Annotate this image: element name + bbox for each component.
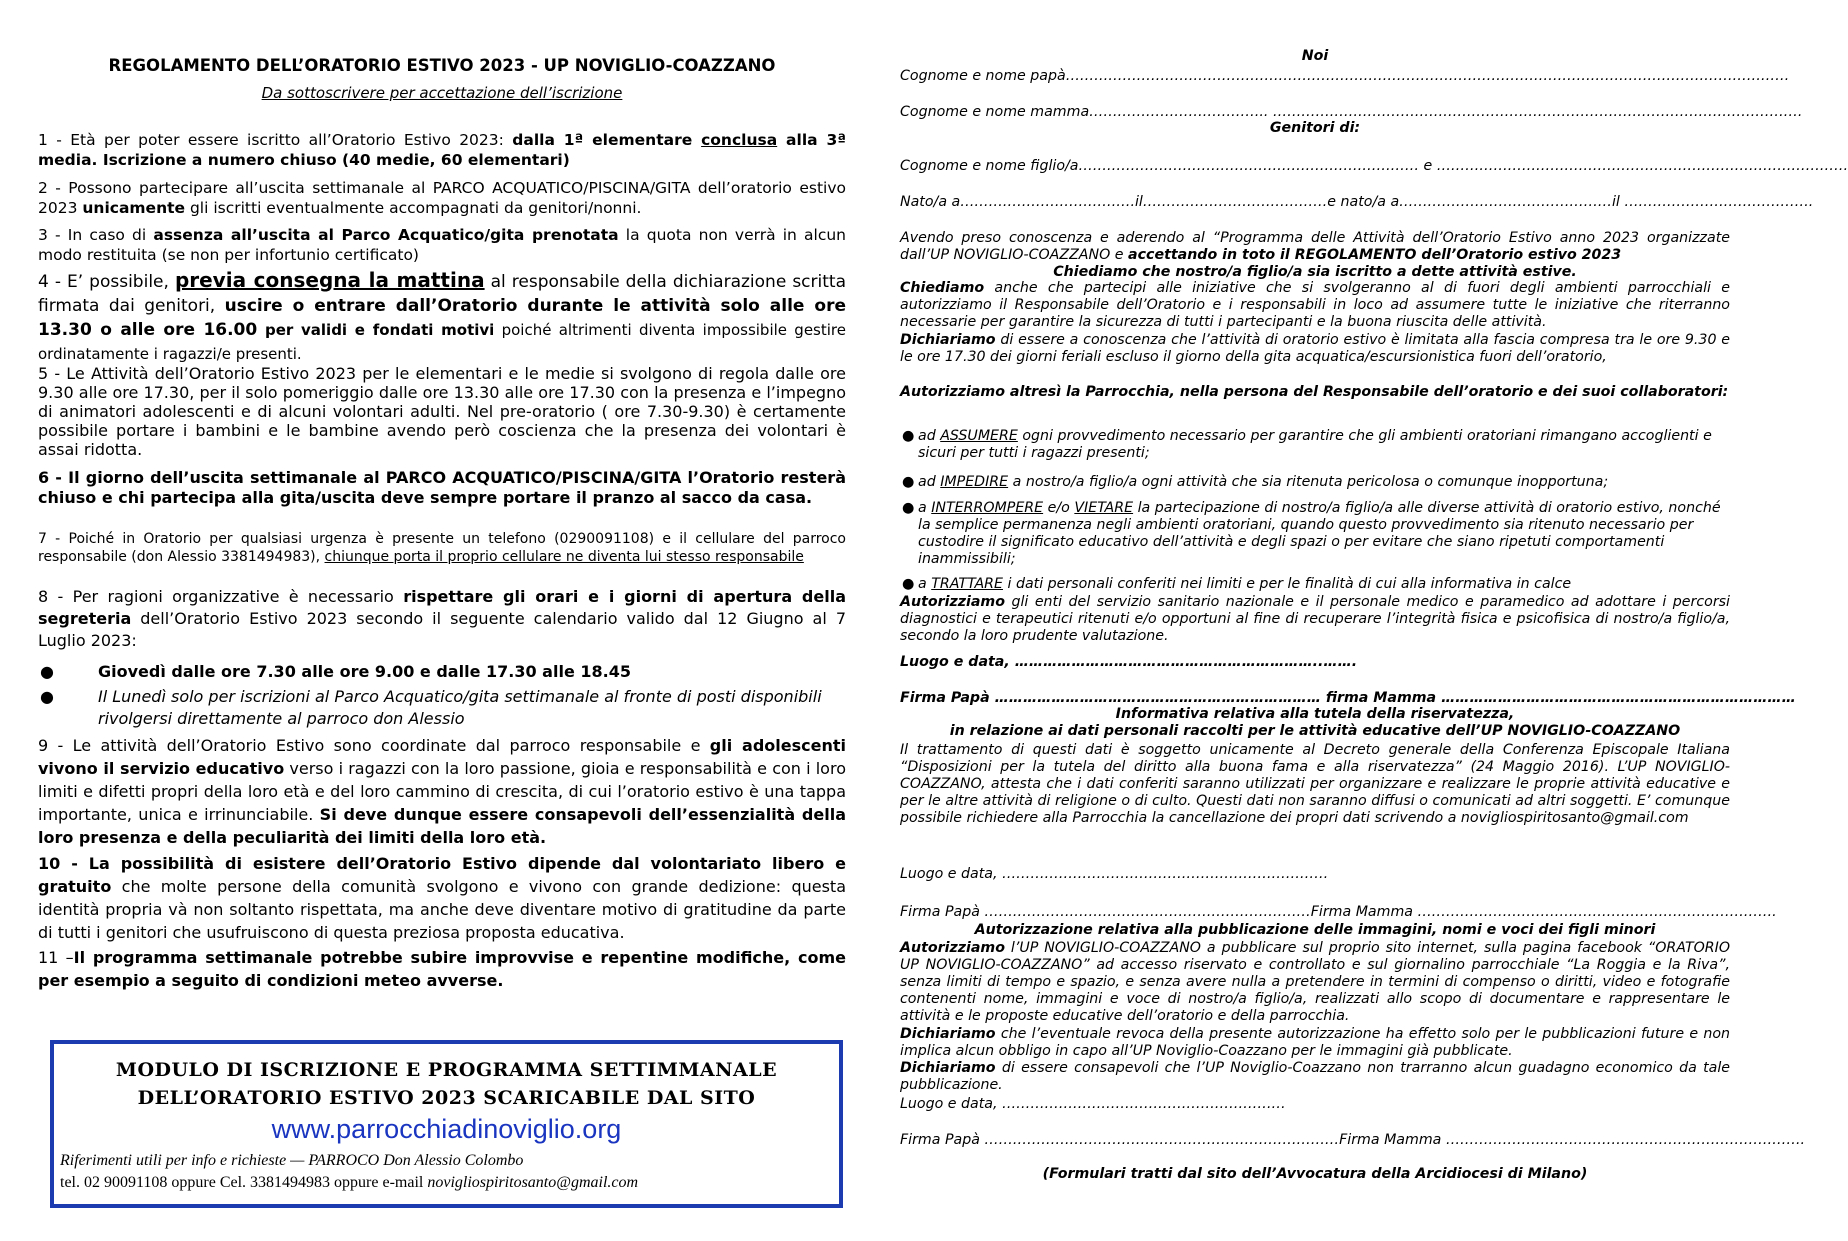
rule-6: 6 - Il giorno dell’uscita settimanale al PARCO ACQUATICO/PISCINA/GITA l’Oratorio resterà chiuso e chi partecipa alla gita/uscita deve sempre portare il pranzo al sacco da casa. [38,468,846,507]
box-heading: MODULO DI ISCRIZIONE E PROGRAMMA SETTIMMANALE DELL’ORATORIO ESTIVO 2023 SCARICABILE DAL SITO [115,1059,778,1109]
chiediamo-paragraph: Chiediamo anche che partecipi alle iniziative che si svolgeranno al di fuori degli ambienti parrocchiali e autorizziamo il Responsabile dell’Oratorio e i responsabili in loco ad assumere tutte le iniziative che riterranno necessarie per garantire la sicurezza di tutti i partecipanti e la buona riuscita delle attività. [900,280,1730,330]
autorizzazione-title: Autorizzazione relativa alla pubblicazione delle immagini, nomi e voci dei figli minori [974,922,1656,938]
luogo-data-field-1[interactable]: Luogo e data, ………………………………………………………..……. [900,654,1358,670]
rule-8: 8 - Per ragioni organizzative è necessario rispettare gli orari e i giorni di apertura della segreteria dell’Oratorio Estivo 2023 secondo il seguente calendario valido dal 12 Giugno al 7 Luglio 2023: [38,587,847,650]
guadagno-paragraph: Dichiariamo di essere consapevoli che l’UP Noviglio-Coazzano non trarranno alcun guadagno economico da tale pubblicazione. [900,1060,1730,1093]
luogo-data-field-2[interactable]: Luogo e data, …………………………………………………………… [900,866,1329,882]
page-title: REGOLAMENTO DELL’ORATORIO ESTIVO 2023 - UP NOVIGLIO-COAZZANO [108,56,776,75]
informativa-title-1: Informativa relativa alla tutela della riservatezza, [1115,706,1515,722]
bullet-icon: ● [902,500,915,516]
noi-heading: Noi [1301,48,1329,64]
page-subtitle: Da sottoscrivere per accettazione dell’iscrizione [261,84,623,102]
avendo-paragraph: Avendo preso conoscenza e aderendo al “Programma delle Attività dell’Oratorio Estivo anno 2023 organizzate dall’UP NOVIGLIO-COAZZANO e accettando in toto il REGOLAMENTO dell’Oratorio estivo 2023 [900,230,1730,263]
bullet-icon: ● [40,687,54,706]
child-name-field[interactable]: Cognome e nome figlio/a……………………………………………………………… e …………………………………………………………………………… [900,158,1848,174]
rule-9: 9 - Le attività dell’Oratorio Estivo sono coordinate dal parroco responsabile e gli adolescenti vivono il servizio educativo verso i ragazzi con la loro passione, gioia e responsabilità e con i loro limiti e difetti propri della loro età e del loro cammino di crescita, di cui l’oratorio estivo è una tappa importante, unica e irrinunciabile. Si deve dunque essere consapevoli dell’essenzialità della loro presenza e della peculiarità dei limiti della loro età. [38,736,847,847]
luogo-data-field-3[interactable]: Luogo e data, …………………………………………………… [900,1096,1286,1112]
autorizziamo-parrocchia: Autorizziamo altresì la Parrocchia, nella persona del Responsabile dell’oratorio e dei suoi collaboratori: [900,384,1729,400]
genitori-heading: Genitori di: [1269,120,1361,136]
dichiariamo-paragraph: Dichiariamo di essere a conoscenza che l’attività di oratorio estivo è limitata alla fascia compresa tra le ore 9.30 e le ore 17.30 dei giorni feriali escluso il giorno della gita acquatica/escursionistica fuori dell’oratorio, [900,332,1730,365]
revoca-paragraph: Dichiariamo che l’eventuale revoca della presente autorizzazione ha effetto solo per le pubblicazioni future e non implica alcun obbligo in capo all’UP Noviglio-Coazzano per le immagini già pubblicate. [900,1026,1730,1059]
rule-7: 7 - Poiché in Oratorio per qualsiasi urgenza è presente un telefono (0290091108) e il cellulare del parroco responsabile (don Alessio 3381494983), chiunque porta il proprio cellulare ne diventa lui stesso responsabile [38,531,846,565]
rule-5: 5 - Le Attività dell’Oratorio Estivo 2023 per le elementari e le medie si svolgono di regola dalle ore 9.30 alle ore 17.30, per il solo pomeriggio dalle ore 13.30 alle ore 17.30 con la presenza e l’impegno di animatori adolescenti e di alcuni volontari adulti. Nel pre-oratorio ( ore 7.30-9.30) è certamente possibile portare i bambini e le bambine avendo però coscienza che la presenza dei volontari è assai ridotta. [38,364,846,459]
rule-4: 4 - E’ possibile, previa consegna la mattina al responsabile della dichiarazione scritta firmata dai genitori, uscire o entrare dall’Oratorio durante le attività solo alle ore 13.30 o alle ore 16.00 per validi e fondati motivi poiché altrimenti diventa impossibile gestire ordinatamente i ragazzi/e presenti. [38,268,846,363]
contact-reference: Riferimenti utili per info e richieste — PARROCO Don Alessio Colombo [60,1152,524,1169]
bullet-icon: ● [40,662,54,681]
birth-field[interactable]: Nato/a a……………………………….il…………………………………e nato/a a………………………………………il …………………………………. [900,194,1814,210]
rule-1: 1 - Età per poter essere iscritto all’Oratorio Estivo 2023: dalla 1ª elementare conclusa alla 3ª media. Iscrizione a numero chiuso (40 medie, 60 elementari) [38,131,846,169]
signature-field-1[interactable]: Firma Papà …………………………………………………………… firma Mamma ………………………………………………………………… [900,690,1796,706]
chiediamo-title: Chiediamo che nostro/a figlio/a sia iscritto a dette attività estive. [1053,264,1577,280]
signature-field-2[interactable]: Firma Papà ……………………………………………………………Firma Mamma …………………………………………………………………. [900,904,1777,920]
email-link[interactable]: novigliospiritosanto@gmail.com [427,1174,639,1191]
mamma-name-field[interactable]: Cognome e nome mamma……………………………….. …………………………………………………………………………………………………. [900,104,1803,120]
autorizzazione-paragraph: Autorizziamo l’UP NOVIGLIO-COAZZANO a pubblicare sul proprio sito internet, sulla pagina facebook “ORATORIO UP NOVIGLIO-COAZZANO” ad accesso riservato e controllato e sul giornalino parrocchiale “La Roggia e la Riva”, senza limiti di tempo e spazio, e senza avere nulla a pretendere in termini di compenso o diritti, video e fotografie contenenti nome, immagini e voce di nostro/a figlio/a, realizzati allo scopo di documentare e rappresentare le attività e le proposte educative dell’oratorio e della parrocchia. [900,940,1730,1024]
rule-10: 10 - La possibilità di esistere dell’Oratorio Estivo dipende dal volontariato libero e gratuito che molte persone della comunità svolgono e vivono con grande dedizione: questa identità propria và non soltanto rispettata, ma anche deve diventare motivo di gratitudine da parte di tutti i genitori che usufruiscono di questa preziosa proposta educativa. [38,854,846,942]
papa-name-field[interactable]: Cognome e nome papà……………………………………………………………………………………………………………………………………… [900,68,1790,84]
rule-3: 3 - In caso di assenza all’uscita al Parco Acquatico/gita prenotata la quota non verrà in alcun modo restituita (se non per infortunio certificato) [38,226,846,264]
website-link[interactable]: www.parrocchiadinoviglio.org [271,1114,622,1144]
footer-note: (Formulari tratti dal sito dell’Avvocatura della Arcidiocesi di Milano) [1042,1166,1588,1182]
signature-field-3[interactable]: Firma Papà …………………………………………………………………Firma Mamma …………………………………………………………………. [900,1132,1806,1148]
rule-2: 2 - Possono partecipare all’uscita settimanale al PARCO ACQUATICO/PISCINA/GITA dell’oratorio estivo 2023 unicamente gli iscritti eventualmente accompagnati da genitori/nonni. [38,179,846,217]
bullet-icon: ● [902,474,915,490]
rule-11: 11 –Il programma settimanale potrebbe subire improvvise e repentine modifiche, come per esempio a seguito di condizioni meteo avverse. [38,948,846,990]
informativa-text: Il trattamento di questi dati è soggetto unicamente al Decreto generale della Conferenza Episcopale Italiana “Disposizioni per la tutela del diritto alla buona fama e alla riservatezza” (24 Maggio 2016). L’UP NOVIGLIO-COAZZANO, attesta che i dati conferiti saranno utilizzati per organizzare e realizzare le proprie attività educative e per le altre attività di religione o di culto. Questi dati non saranno diffusi o comunicati ad altri soggetti. E’ comunque possibile richiedere alla Parrocchia la cancellazione dei propri dati scrivendo a novigliospiritosanto@gmail.com [900,742,1730,826]
autorizziamo-sanitario: Autorizziamo gli enti del servizio sanitario nazionale e il personale medico e paramedico ad adottare i percorsi diagnostici e terapeutici ritenuti e/o opportuni al fine di recuperare l’integrità fisica e psicofisica di nostro/a figlio/a, secondo la loro prudente valutazione. [900,594,1730,644]
bullet-icon: ● [902,428,915,444]
contact-details: tel. 02 90091108 oppure Cel. 3381494983 oppure e-mail novigliospiritosanto@gmail.com [60,1174,639,1191]
website-info-box [50,1040,843,1208]
bullet-icon: ● [902,576,915,592]
informativa-title-2: in relazione ai dati personali raccolti per le attività educative dell’UP NOVIGLIO-COAZZANO [949,723,1681,739]
